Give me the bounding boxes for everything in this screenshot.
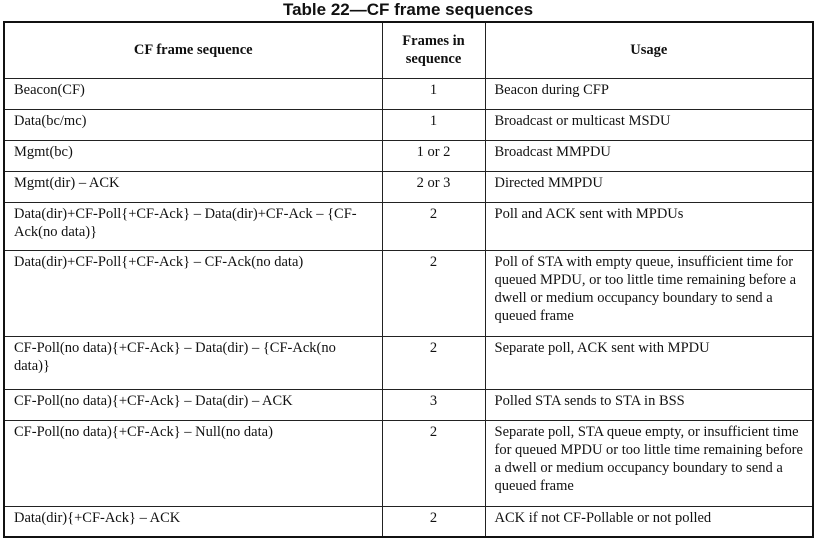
usage-cell: ACK if not CF-Pollable or not polled bbox=[485, 506, 813, 537]
table-row bbox=[4, 250, 813, 336]
frames-cell: 2 or 3 bbox=[382, 171, 485, 202]
frames-cell: 1 bbox=[382, 78, 485, 109]
usage-cell: Broadcast or multicast MSDU bbox=[485, 109, 813, 140]
sequence-cell: Mgmt(bc) bbox=[4, 140, 382, 171]
frames-cell: 2 bbox=[382, 336, 485, 389]
header-usage: Usage bbox=[485, 22, 813, 78]
sequence-cell: Mgmt(dir) – ACK bbox=[4, 171, 382, 202]
frames-cell: 2 bbox=[382, 250, 485, 336]
usage-cell: Polled STA sends to STA in BSS bbox=[485, 389, 813, 420]
table-row bbox=[4, 420, 813, 506]
frames-cell: 3 bbox=[382, 389, 485, 420]
table-row bbox=[4, 140, 813, 171]
sequence-cell: CF-Poll(no data){+CF-Ack} – Null(no data) bbox=[4, 420, 382, 506]
usage-cell: Poll and ACK sent with MPDUs bbox=[485, 202, 813, 250]
table-row bbox=[4, 171, 813, 202]
usage-cell: Directed MMPDU bbox=[485, 171, 813, 202]
sequence-cell: Data(dir)+CF-Poll{+CF-Ack} – CF-Ack(no data) bbox=[4, 250, 382, 336]
usage-cell: Broadcast MMPDU bbox=[485, 140, 813, 171]
header-frames-in-sequence: Frames in sequence bbox=[382, 22, 485, 78]
table-row bbox=[4, 389, 813, 420]
table-row bbox=[4, 109, 813, 140]
sequence-cell: CF-Poll(no data){+CF-Ack} – Data(dir) – {CF-Ack(no data)} bbox=[4, 336, 382, 389]
table-row bbox=[4, 78, 813, 109]
frames-cell: 2 bbox=[382, 202, 485, 250]
sequence-cell: Data(dir)+CF-Poll{+CF-Ack} – Data(dir)+CF-Ack – {CF-Ack(no data)} bbox=[4, 202, 382, 250]
frames-cell: 2 bbox=[382, 506, 485, 537]
usage-cell: Separate poll, ACK sent with MPDU bbox=[485, 336, 813, 389]
sequence-cell: CF-Poll(no data){+CF-Ack} – Data(dir) – ACK bbox=[4, 389, 382, 420]
frames-cell: 2 bbox=[382, 420, 485, 506]
header-cf-frame-sequence: CF frame sequence bbox=[4, 22, 382, 78]
usage-cell: Beacon during CFP bbox=[485, 78, 813, 109]
usage-cell: Poll of STA with empty queue, insufficient time for queued MPDU, or too little time remaining before a dwell or medium occupancy boundary to send a queued frame bbox=[485, 250, 813, 336]
table-title: Table 22—CF frame sequences bbox=[282, 0, 534, 19]
usage-cell: Separate poll, STA queue empty, or insufficient time for queued MPDU or too little time remaining before a dwell or medium occupancy boundary to send a queued frame bbox=[485, 420, 813, 506]
cf-frame-sequences-table bbox=[3, 21, 814, 538]
frames-cell: 1 or 2 bbox=[382, 140, 485, 171]
frames-cell: 1 bbox=[382, 109, 485, 140]
sequence-cell: Data(bc/mc) bbox=[4, 109, 382, 140]
sequence-cell: Data(dir){+CF-Ack} – ACK bbox=[4, 506, 382, 537]
sequence-cell: Beacon(CF) bbox=[4, 78, 382, 109]
table-row bbox=[4, 202, 813, 250]
header-row bbox=[4, 22, 813, 78]
table-row bbox=[4, 506, 813, 537]
table-row bbox=[4, 336, 813, 389]
